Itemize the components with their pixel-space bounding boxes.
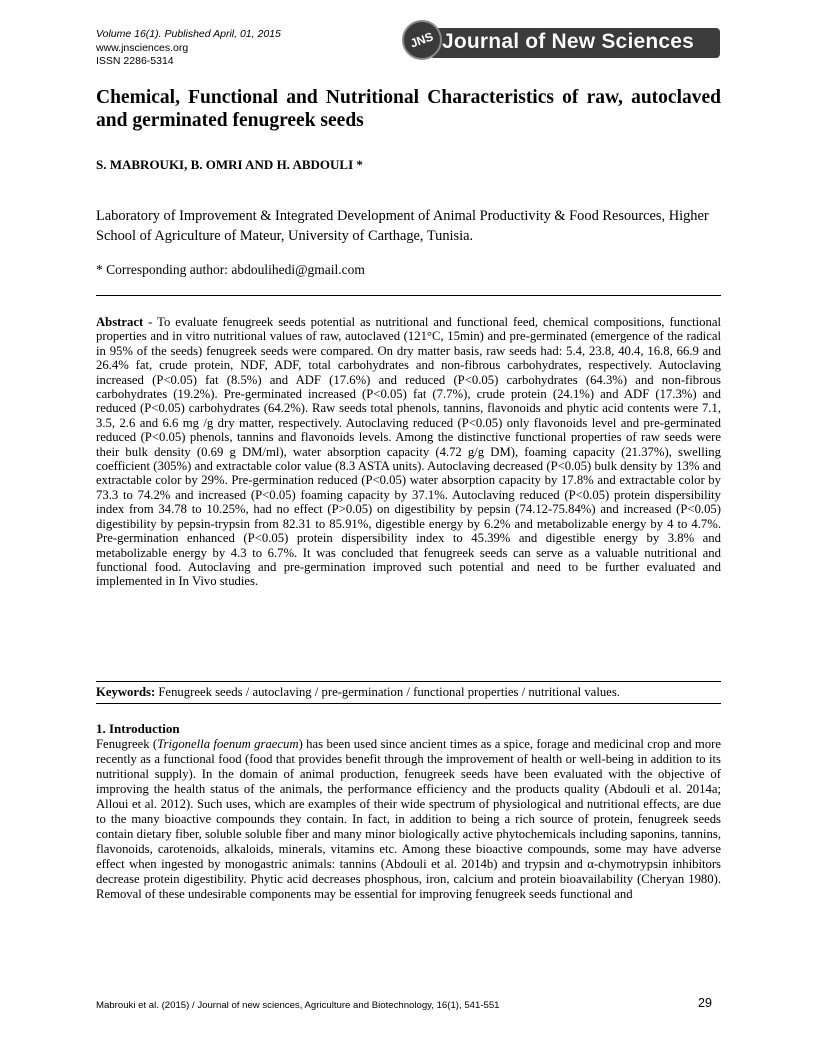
species-name: Trigonella foenum graecum	[157, 737, 299, 751]
page-number: 29	[698, 996, 712, 1010]
intro-text-start: Fenugreek (	[96, 737, 158, 751]
abstract	[96, 315, 721, 589]
volume-info: Volume 16(1). Published April, 01, 2015	[96, 28, 281, 40]
journal-issn: ISSN 2286-5314	[96, 55, 174, 67]
affiliation: Laboratory of Improvement & Integrated Development of Animal Productivity & Food Resources, Higher School of Agriculture of Mateur, University of Carthage, Tunisia.	[96, 208, 709, 244]
journal-meta	[96, 28, 281, 69]
keywords-text: Fenugreek seeds / autoclaving / pre-germination / functional properties / nutritional values.	[155, 685, 620, 699]
keywords-label: Keywords:	[96, 685, 156, 699]
journal-logo	[402, 20, 720, 64]
paper-title: Chemical, Functional and Nutritional Characteristics of raw, autoclaved and germinated fenugreek seeds	[96, 87, 721, 131]
journal-website: www.jnsciences.org	[96, 41, 189, 54]
corresponding-author: * Corresponding author: abdoulihedi@gmail.com	[96, 262, 365, 277]
keywords	[96, 685, 721, 700]
abstract-label: Abstract	[96, 315, 144, 329]
introduction-paragraph	[96, 737, 721, 902]
author-list: S. MABROUKI, B. OMRI AND H. ABDOULI *	[96, 157, 363, 172]
intro-text-rest: ) has been used since ancient times as a spice, forage and medicinal crop and more recently as a functional food (food that provides benefit through the improvement of health or well-being in addition to its nutritional supply). In the domain of animal production, fenugreek seeds have been evaluated with the objective of improving the health status of the animals, the performance efficiency and the products quality (Abdouli et al. 2014a; Alloui et al. 2012). Such uses, which are examples of their wide spectrum of physiological and nutritional effects, are due to the many bioactive compounds they contain. In fact, in addition to being a rich source of protein, fenugreek seeds contain dietary fiber, soluble soluble fiber and many minor biologically active phytochemicals including saponins, tannins, flavonoids, carotenoids, alkaloids, minerals, vitamins etc. Among these bioactive compounds, some may have adverse effect when ingested by monogastric animals: tannins (Abdouli et al. 2014b) and trypsin and α-chymotrypsin inhibitors decrease protein digestibility. Phytic acid decreases phosphous, iron, calcium and protein bioavailability (Cheryan 1980). Removal of these undesirable components may be essential for improving fenugreek seeds functional and	[96, 737, 721, 901]
divider	[96, 295, 721, 296]
section-heading: 1. Introduction	[96, 721, 180, 736]
abstract-text: - To evaluate fenugreek seeds potential as nutritional and functional feed, chemical compositions, functional properties and in vitro nutritional values of raw, autoclaved (121°C, 15min) and pre-germinated (emergence of the radical in 95% of the seeds) fenugreek seeds were compared. On dry matter basis, raw seeds had: 5.4, 23.8, 40.4, 16.8, 66.9 and 26.4% fat, crude protein, NDF, ADF, total carbohydrates and non-fibrous carbohydrates, respectively. Autoclaving increased (P<0.05) fat (8.5%) and ADF (17.6%) and reduced (P<0.05) carbohydrates (64.3%) and non-fibrous carbohydrates (19.2%). Pre-germinated increased (P<0.05) fat (7.7%), crude protein (24.1%) and ADF (17.3%) and reduced (P<0.05) carbohydrates (64.2%). Raw seeds total phenols, tannins, flavonoids and phytic acid contents were 7.1, 3.5, 2.6 and 6.6 mg /g dry matter, respectively. Autoclaving reduced (P<0.05) only flavonoids level and pre-germinated reduced (P<0.05) phenols, tannins and flavonoids levels. Among the distinctive functional properties of raw seeds were their bulk density (0.69 g DM/ml), water absorption capacity (4.72 g/g DM), foaming capacity (21.37%), swelling coefficient (305%) and extractable color value (8.3 ASTA units). Autoclaving decreased (P<0.05) bulk density by 13% and extractable color by 29%. Pre-germination reduced (P<0.05) water absorption capacity by 17.8% and extractable color by 73.3 to 74.2% and increased (P<0.05) foaming capacity by 37.1%. Autoclaving reduced (P<0.05) protein dispersibility index from 34.78 to 10.25%, had no effect (P>0.05) on digestibility by pepsin (74.12-75.84%) and increased (P<0.05) digestibility by pepsin-trypsin from 82.31 to 85.91%, digestible energy by 6.2% and metabolizable energy by 4 to 4.7%. Pre-germination enhanced (P<0.05) protein dispersibility index to 45.39% and digestible energy by 3.8% and metabolizable energy by 4.3 to 6.7%. It was concluded that fenugreek seeds can serve as a valuable nutritional and functional food. Autoclaving and pre-germination improved such potential and need to be further evaluated and implemented in In Vivo studies.	[96, 315, 721, 589]
divider	[96, 681, 721, 682]
divider	[96, 703, 721, 704]
logo-initials: JNS	[408, 29, 436, 51]
footer-citation: Mabrouki et al. (2015) / Journal of new sciences, Agriculture and Biotechnology, 16(1), 541-551	[96, 1000, 500, 1011]
logo-text: Journal of New Sciences	[442, 30, 695, 53]
logo-emblem-icon	[402, 20, 442, 60]
